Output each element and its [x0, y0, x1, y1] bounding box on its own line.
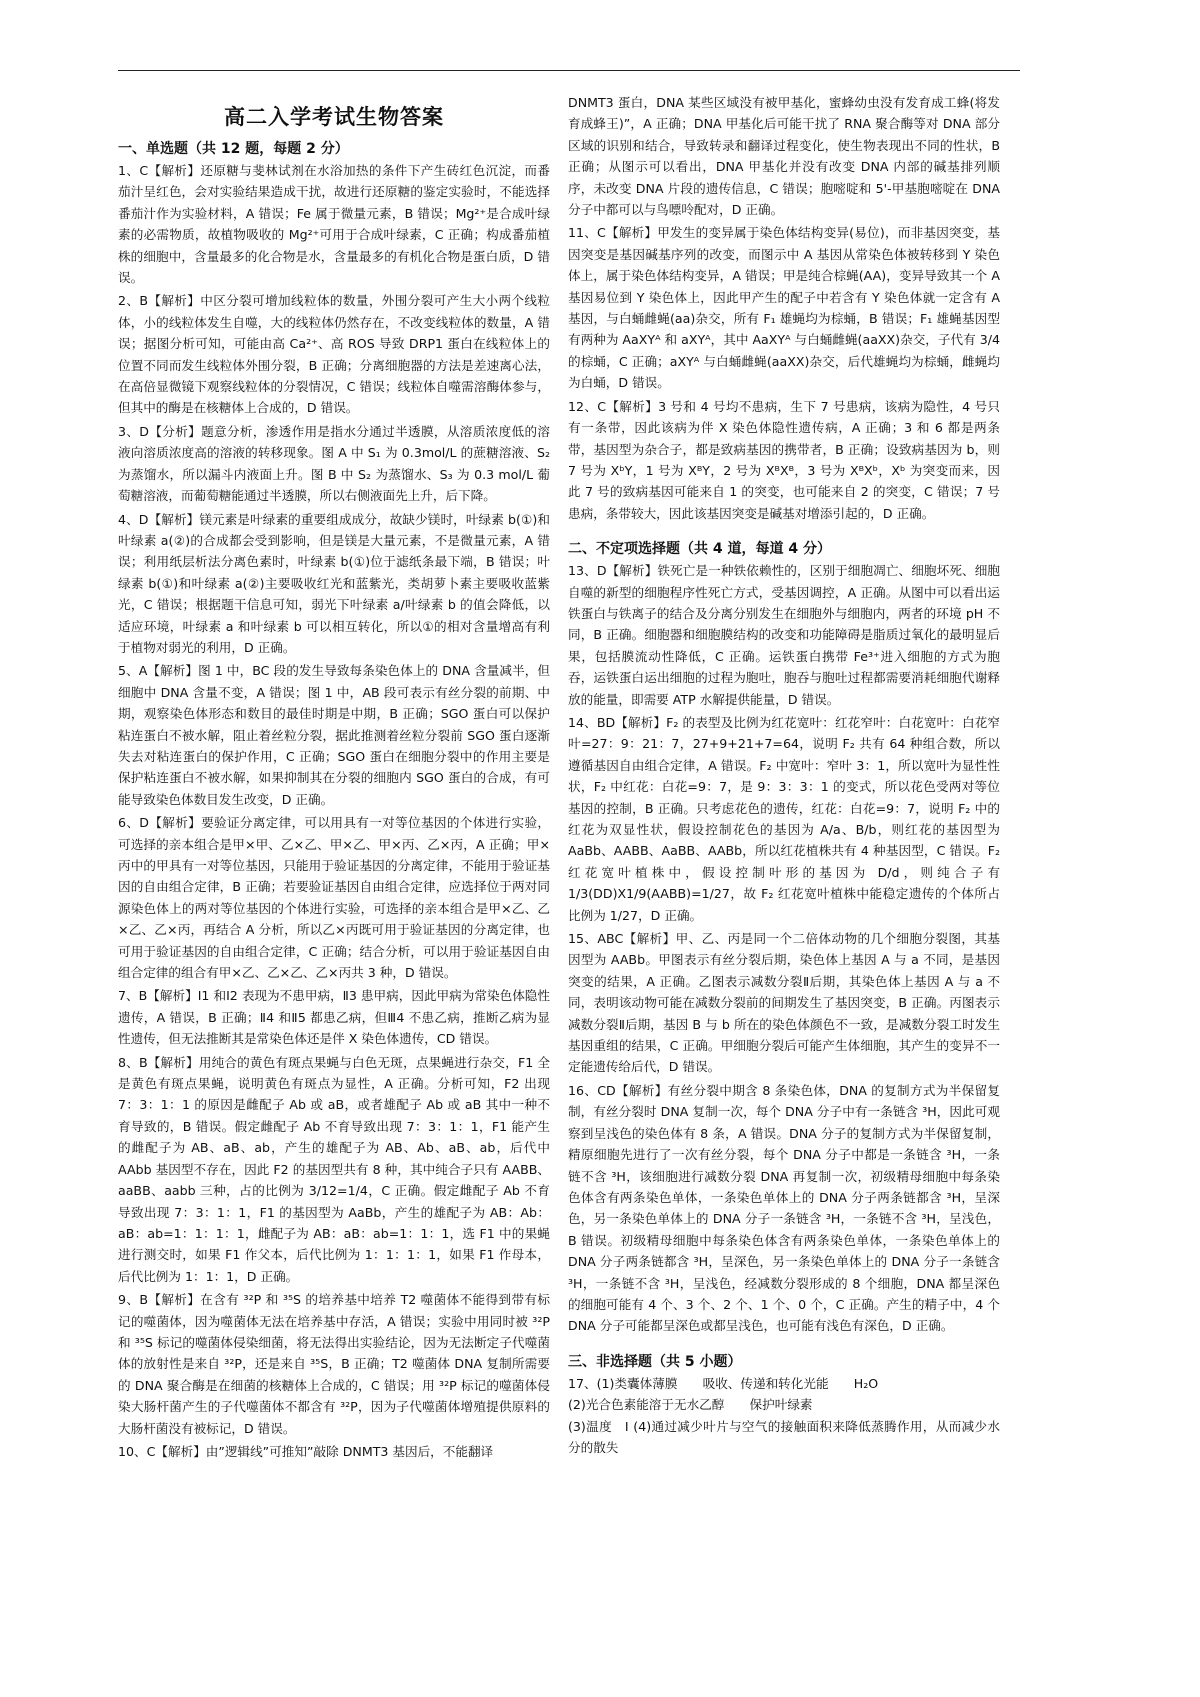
answer-3: 3、D【分析】题意分析，渗透作用是指水分通过半透膜，从溶质浓度低的溶液向溶质浓度高的溶液的转移现象。图 A 中 S₁ 为 0.3mol/L 的蔗糖溶液、S₂ 为蒸馏水，所以漏斗内液面上升。图 B 中 S₂ 为蒸馏水、S₃ 为 0.3 mol/L 葡萄糖溶液，而葡萄糖能通过半透膜，所以右侧液面先上升，后下降。: [118, 423, 550, 504]
section-heading-non-choice: 三、非选择题（共 5 小题）: [568, 1353, 742, 1370]
answer-10-start: 10、C【解析】由”逻辑线”可推知”敲除 DNMT3 基因后，不能翻译: [118, 1443, 494, 1459]
answer-1: 1、C【解析】还原糖与斐林试剂在水浴加热的条件下产生砖红色沉淀，而番茄汁呈红色，会对实验结果造成干扰，故进行还原糖的鉴定实验时，不能选择番茄汁作为实验材料，A 错误；Fe 属于微量元素，B 错误；Mg²⁺是合成叶绿素的必需物质，故植物吸收的 Mg²⁺可用于合成叶绿素，C 正确；构成番茄植株的细胞中，含量最多的化合物是水，含量最多的有机化合物是蛋白质，D 错误。: [118, 163, 550, 286]
answer-16: 16、CD【解析】有丝分裂中期含 8 条染色体，DNA 的复制方式为半保留复制，有丝分裂时 DNA 复制一次，每个 DNA 分子中有一条链含 ³H，因此可观察到呈浅色的染色体有 8 条，A 错误。DNA 分子的复制方式为半保留复制，精原细胞先进行了一次有丝分裂，每个 DNA 分子中都是一条链含 ³H，一条链不含 ³H，该细胞进行减数分裂 DNA 再复制一次，初级精母细胞中每条染色体含有两条染色单体，一条染色单体上的 DNA 分子两条链都含 ³H，呈深色，另一条染色单体上的 DNA 分子一条链含 ³H，一条链不含 ³H，呈浅色，B 错误。初级精母细胞中每条染色体含有两条染色单体，一条染色单体上的 DNA 分子两条链都含 ³H，呈深色，另一条染色单体上的 DNA 分子一条链含 ³H，一条链不含 ³H，呈浅色，经减数分裂形成的 8 个细胞，DNA 都呈深色的细胞可能有 4 个、3 个、2 个、1 个、0 个，C 正确。产生的精子中，4 个 DNA 分子可能都呈深色或都呈浅色，也可能有浅色有深色，D 正确。: [568, 1082, 1000, 1334]
answer-10-cont: DNMT3 蛋白，DNA 某些区域没有被甲基化，蜜蜂幼虫没有发育成工蜂(将发育成蜂王)”，A 正确；DNA 甲基化后可能干扰了 RNA 聚合酶等对 DNA 部分区域的识别和结合，导致转录和翻译过程变化，使生物表现出不同的性状，B 正确；从图示可以看出，DNA 甲基化并没有改变 DNA 内部的碱基排列顺序，未改变 DNA 片段的遗传信息，C 错误；胞嘧啶和 5'-甲基胞嘧啶在 DNA 分子中都可以与鸟嘌呤配对，D 正确。: [568, 95, 1000, 218]
section-heading-single-choice: 一、单选题（共 12 题，每题 2 分）: [118, 141, 349, 157]
answer-17-line-2: (2)光合色素能溶于无水乙醇 保护叶绿素: [568, 1397, 813, 1413]
answer-17-line-1: 17、(1)类囊体薄膜 吸收、传递和转化光能 H₂O: [568, 1375, 879, 1391]
answer-17-line-3: (3)温度 Ⅰ (4)通过减少叶片与空气的接触面积来降低蒸腾作用，从而减少水分的散失: [568, 1418, 1000, 1455]
answer-5: 5、A【解析】图 1 中，BC 段的发生导致每条染色体上的 DNA 含量减半，但细胞中 DNA 含量不变，A 错误；图 1 中，AB 段可表示有丝分裂的前期、中期，观察染色体形态和数目的最佳时期是中期，B 正确；SGO 蛋白可以保护粘连蛋白不被水解，阻止着丝粒分裂，据此推测着丝粒分裂前 SGO 蛋白逐渐失去对粘连蛋白的保护作用，C 正确；SGO 蛋白在细胞分裂中的作用主要是保护粘连蛋白不被水解，如果抑制其在分裂的细胞内 SGO 蛋白的合成，有可能导致染色体数目发生改变，D 正确。: [118, 663, 550, 807]
answer-7: 7、B【解析】Ⅰ1 和Ⅰ2 表现为不患甲病，Ⅱ3 患甲病，因此甲病为常染色体隐性遗传，A 错误，B 正确；Ⅱ4 和Ⅱ5 都患乙病，但Ⅲ4 不患乙病，推断乙病为显性遗传，但无法推断其是常染色体还是伴 X 染色体遗传，CD 错误。: [118, 988, 550, 1047]
page-title: 高二入学考试生物答案: [224, 104, 444, 129]
answer-8: 8、B【解析】用纯合的黄色有斑点果蝇与白色无斑，点果蝇进行杂交，F1 全是黄色有斑点果蝇，说明黄色有斑点为显性，A 正确。分析可知，F2 出现 7：3：1：1 的原因是雌配子 Ab 或 aB，或者雄配子 Ab 或 aB 其中一种不育导致的，B 错误。假定雌配子 Ab 不育导致出现 7：3：1：1，F1 能产生的雌配子为 AB、aB、ab，产生的雄配子为 AB、Ab、aB、ab，后代中 AAbb 基因型不存在，因此 F2 的基因型共有 8 种，其中纯合子只有 AABB、aaBB、aabb 三种，占的比例为 3/12=1/4，C 正确。假定雌配子 Ab 不育导致出现 7：3：1：1，F1 的基因型为 AaBb，产生的雄配子为 AB：Ab：aB：ab=1：1：1：1，雌配子为 AB：aB：ab=1：1：1，选 F1 中的果蝇进行测交时，如果 F1 作父本，后代比例为 1：1：1：1，如果 F1 作母本，后代比例为 1：1：1，D 正确。: [118, 1054, 550, 1284]
answer-12: 12、C【解析】3 号和 4 号均不患病，生下 7 号患病，该病为隐性，4 号只有一条带，因此该病为伴 X 染色体隐性遗传病，A 正确；3 和 6 都是两条带，基因型为杂合子，都是致病基因的携带者，B 正确；设致病基因为 b，则 7 号为 XᵇY，1 号为 XᴮY，2 号为 XᴮXᴮ，3 号为 XᴮXᵇ，Xᵇ 为突变而来，因此 7 号的致病基因可能来自 1 的突变，也可能来自 2 的突变，C 错误；7 号患病，条带较大，因此该基因突变是碱基对增添引起的，D 正确。: [568, 398, 1000, 521]
answer-13: 13、D【解析】铁死亡是一种铁依赖性的，区别于细胞凋亡、细胞坏死、细胞自噬的新型的细胞程序性死亡方式，受基因调控，A 正确。从图中可以看出运铁蛋白与铁离子的结合及分离分别发生在细胞外与细胞内，两者的环境 pH 不同，B 正确。细胞器和细胞膜结构的改变和功能障碍是脂质过氧化的最明显后果，包括膜流动性降低，C 正确。运铁蛋白携带 Fe³⁺进入细胞的方式为胞吞，运铁蛋白运出细胞的过程为胞吐，胞吞与胞吐过程都需要消耗细胞代谢释放的能量，即需要 ATP 水解提供能量，D 错误。: [568, 563, 1000, 707]
answer-14: 14、BD【解析】F₂ 的表型及比例为红花宽叶：红花窄叶：白花宽叶：白花窄叶=27：9：21：7，27+9+21+7=64，说明 F₂ 共有 64 种组合数，所以遵循基因自由组合定律，A 错误。F₂ 中宽叶：窄叶 3：1，所以宽叶为显性性状，F₂ 中红花：白花=9：7，是 9：3：3：1 的变式，所以花色受两对等位基因的控制，B 正确。只考虑花色的遗传，红花：白花=9：7，说明 F₂ 中的红花为双显性状，假设控制花色的基因为 A/a、B/b，则红花的基因型为 AaBb、AABB、AaBB、AABb，所以红花植株共有 4 种基因型，C 错误。F₂ 红花宽叶植株中，假设控制叶形的基因为 D/d，则纯合子有 1/3(DD)X1/9(AABB)=1/27，故 F₂ 红花宽叶植株中能稳定遗传的个体所占比例为 1/27，D 正确。: [568, 714, 1000, 923]
answer-15: 15、ABC【解析】甲、乙、丙是同一个二倍体动物的几个细胞分裂图，其基因型为 AABb。甲图表示有丝分裂后期，染色体上基因 A 与 a 不同，是基因突变的结果，A 正确。乙图表示减数分裂Ⅱ后期，其染色体上基因 A 与 a 不同，表明该动物可能在减数分裂前的间期发生了基因突变，B 正确。丙图表示减数分裂Ⅱ后期，基因 B 与 b 所在的染色体颜色不一致，是减数分裂工时发生基因重组的结果，C 正确。甲细胞分裂后可能产生体细胞，其产生的变异不一定能遗传给后代，D 错误。: [568, 931, 1000, 1075]
left-column: [118, 92, 550, 1464]
section-heading-multi-choice: 二、不定项选择题（共 4 道，每道 4 分）: [568, 541, 831, 558]
right-column: [568, 92, 1000, 1458]
answer-6: 6、D【解析】要验证分离定律，可以用具有一对等位基因的个体进行实验，可选择的亲本组合是甲×甲、乙×乙、甲×乙、甲×丙、乙×丙，A 正确；甲×丙中的甲具有一对等位基因，只能用于验证基因的分离定律，不能用于验证基因的自由组合定律，B 正确；若要验证基因自由组合定律，应选择位于两对同源染色体上的两对等位基因的个体进行实验，可选择的亲本组合是甲×乙、乙×乙、乙×丙，再结合 A 分析，所以乙×丙既可用于验证基因的分离定律，也可用于验证基因的自由组合定律，C 正确；结合分析，可以用于验证基因自由组合定律的组合有甲×乙、乙×乙、乙×丙共 3 种，D 错误。: [118, 815, 550, 981]
header-rule: [118, 70, 1020, 71]
answer-2: 2、B【解析】中区分裂可增加线粒体的数量，外围分裂可产生大小两个线粒体，小的线粒体发生自噬，大的线粒体仍然存在，不改变线粒体的数量，A 错误；据图分析可知，可能由高 Ca²⁺、高 ROS 导致 DRP1 蛋白在线粒体上的位置不同而发生线粒体外围分裂，B 正确；分离细胞器的方法是差速离心法，在高倍显微镜下观察线粒体的分裂情况，C 错误；线粒体自噬需溶酶体参与，但其中的酶是在核糖体上合成的，D 错误。: [118, 293, 550, 416]
answer-4: 4、D【解析】镁元素是叶绿素的重要组成成分，故缺少镁时，叶绿素 b(①)和叶绿素 a(②)的合成都会受到影响，但是镁是大量元素，不是微量元素，A 错误；利用纸层析法分离色素时，叶绿素 b(①)位于滤纸条最下端，B 错误；叶绿素 b(①)和叶绿素 a(②)主要吸收红光和蓝紫光，类胡萝卜素主要吸收蓝紫光，C 错误；根据题干信息可知，弱光下叶绿素 a/叶绿素 b 的值会降低，以适应环境，叶绿素 a 和叶绿素 b 可以相互转化，所以①的相对含量增高有利于植物对弱光的利用，D 正确。: [118, 511, 550, 655]
answer-11: 11、C【解析】甲发生的变异属于染色体结构变异(易位)，而非基因突变，基因突变是基因碱基序列的改变，而图示中 A 基因从常染色体被转移到 Y 染色体上，属于染色体结构变异，A 错误；甲是纯合棕蝇(AA)，变异导致其一个 A 基因易位到 Y 染色体上，因此甲产生的配子中若含有 Y 染色体就一定含有 A 基因，与白蛹雌蝇(aa)杂交，所有 F₁ 雄蝇均为棕蛹，B 错误；F₁ 雄蝇基因型有两种为 AaXYᴬ 和 aXYᴬ，其中 AaXYᴬ 与白蛹雌蝇(aaXX)杂交，子代有 3/4 的棕蛹，C 正确；aXYᴬ 与白蛹雌蝇(aaXX)杂交，后代雄蝇均为棕蛹，雌蝇均为白蛹，D 错误。: [568, 225, 1000, 391]
answer-9: 9、B【解析】在含有 ³²P 和 ³⁵S 的培养基中培养 T2 噬菌体不能得到带有标记的噬菌体，因为噬菌体无法在培养基中存活，A 错误；实验中用同时被 ³²P 和 ³⁵S 标记的噬菌体侵染细菌，将无法得出实验结论，因为无法断定子代噬菌体的放射性是来自 ³²P，还是来自 ³⁵S，B 正确；T2 噬菌体 DNA 复制所需要的 DNA 聚合酶是在细菌的核糖体上合成的，C 错误；用 ³²P 标记的噬菌体侵染大肠杆菌产生的子代噬菌体不都含有 ³²P，因为子代噬菌体增殖提供原料的大肠杆菌没有被标记，D 错误。: [118, 1292, 550, 1436]
